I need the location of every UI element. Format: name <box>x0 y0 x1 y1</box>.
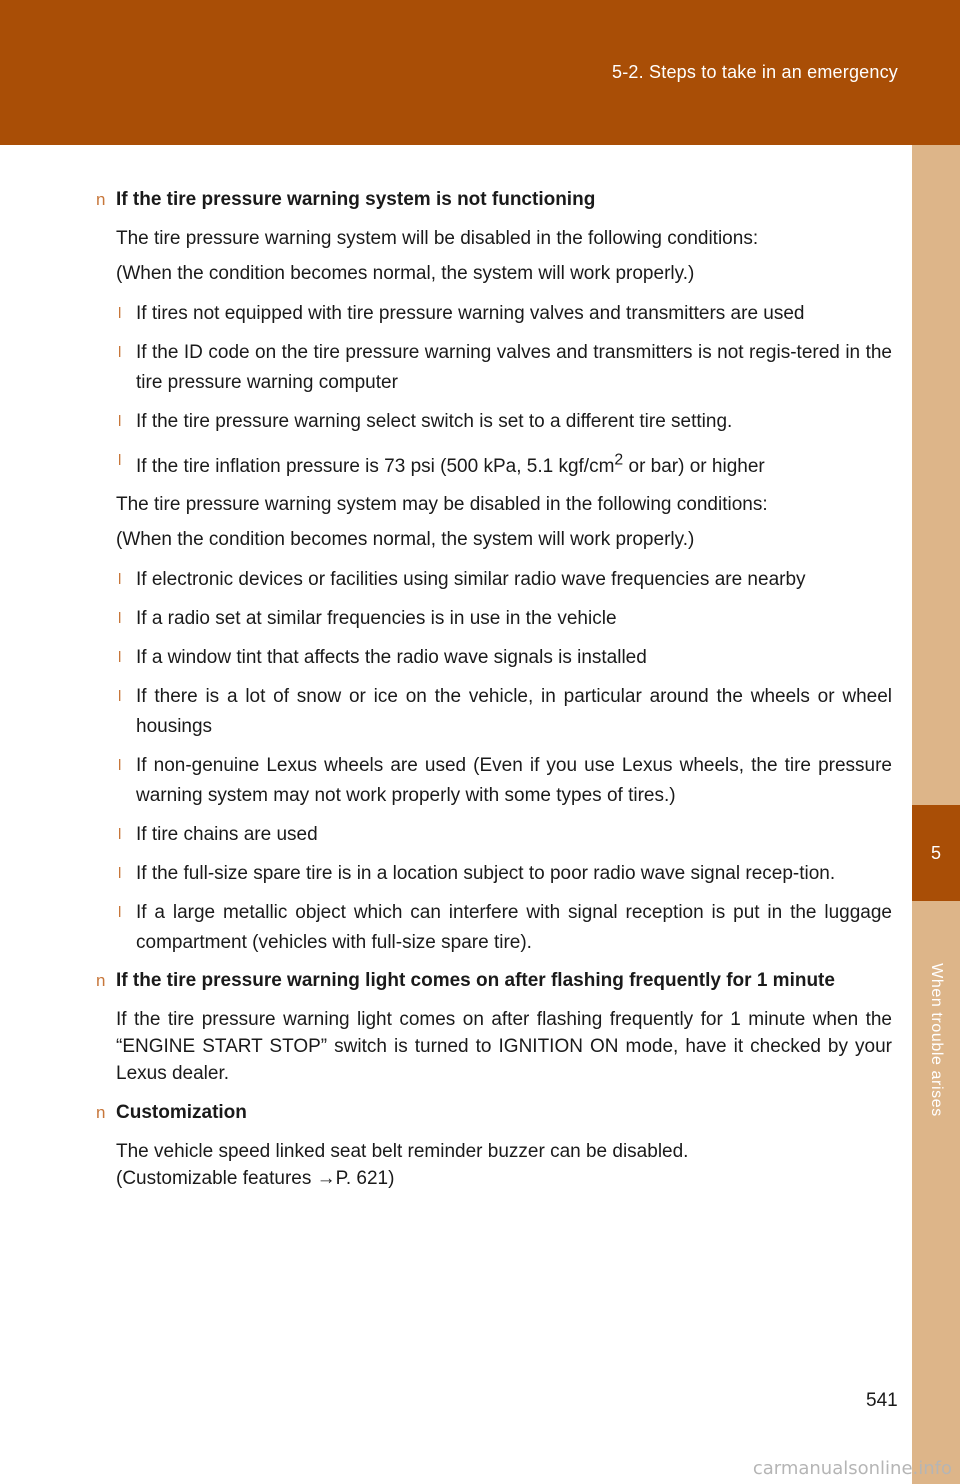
cross-reference: (Customizable features →P. 621) <box>116 1168 395 1190</box>
list-item-text: If electronic devices or facilities using similar radio wave frequencies are nearby <box>136 569 806 591</box>
list-item <box>96 682 892 742</box>
bullet-marker-icon: l <box>118 865 122 883</box>
list-item <box>96 604 892 634</box>
bullet-marker-icon: l <box>118 649 122 667</box>
list-item <box>96 859 892 889</box>
chapter-number: 5 <box>930 842 941 863</box>
list-item-text-part: or bar) or higher <box>623 456 765 478</box>
bullet-marker-icon: l <box>118 688 122 706</box>
watermark: carmanualsonline.info <box>752 1458 952 1479</box>
list-item-text <box>136 452 765 478</box>
list-item-text: If the ID code on the tire pressure warning valves and transmitters is not regis-tered in the tire pressure warning computer <box>136 342 892 393</box>
chapter-tab <box>912 805 960 901</box>
superscript: 2 <box>614 452 624 469</box>
section-heading-customization <box>96 1099 892 1126</box>
heading-marker-icon: n <box>96 190 106 209</box>
heading-marker-icon: n <box>96 1103 106 1123</box>
list-item <box>96 643 892 673</box>
bullet-marker-icon: l <box>118 452 122 469</box>
heading-marker-icon: n <box>96 971 106 991</box>
list-item-text: If a window tint that affects the radio wave signals is installed <box>136 647 647 669</box>
list-item <box>96 565 892 595</box>
list-item-text: If tires not equipped with tire pressure warning valves and transmitters are used <box>136 303 805 324</box>
heading-text: If the tire pressure warning light comes on after flashing frequently for 1 minute <box>116 970 835 992</box>
list-item-text: If a radio set at similar frequencies is in use in the vehicle <box>136 608 617 630</box>
paragraph: The tire pressure warning system will be disabled in the following conditions: <box>116 228 759 249</box>
list-item <box>96 898 892 958</box>
paragraph: If the tire pressure warning light comes on after flashing frequently for 1 minute when the “ENGINE START STOP” switch is turned to IGNITION ON mode, have it checked by your Lexus dealer. <box>116 1009 892 1085</box>
bullet-marker-icon: l <box>118 610 122 628</box>
paragraph: (When the condition becomes normal, the system will work properly.) <box>116 529 695 551</box>
section-title: 5-2. Steps to take in an emergency <box>612 62 898 82</box>
chapter-label: When trouble arises <box>928 963 945 1117</box>
heading-text: Customization <box>116 1102 247 1124</box>
list-item <box>96 751 892 811</box>
list-item <box>96 446 892 482</box>
page-number: 541 <box>866 1390 898 1411</box>
list-item-text: If the tire pressure warning select switch is set to a different tire setting. <box>136 411 733 432</box>
header-band <box>0 0 960 145</box>
bullet-marker-icon: l <box>118 571 122 589</box>
list-item-text: If there is a lot of snow or ice on the vehicle, in particular around the wheels or wheel housings <box>136 686 892 738</box>
bullet-marker-icon: l <box>118 413 122 430</box>
page-content <box>96 186 892 1192</box>
bullet-marker-icon: l <box>118 305 122 322</box>
list-item-text: If tire chains are used <box>136 824 318 846</box>
heading-text: If the tire pressure warning system is not functioning <box>116 189 596 210</box>
section-heading-warning-light <box>96 967 892 994</box>
list-item-text-part: If the tire inflation pressure is 73 psi (500 kPa, 5.1 kgf/cm <box>136 456 615 478</box>
list-item <box>96 299 892 329</box>
bullet-marker-icon: l <box>118 344 122 361</box>
bullet-marker-icon: l <box>118 904 122 922</box>
paragraph: (When the condition becomes normal, the system will work properly.) <box>116 263 695 284</box>
list-item <box>96 338 892 398</box>
bullet-marker-icon: l <box>118 826 122 844</box>
section-heading-not-functioning <box>96 186 892 213</box>
bullet-marker-icon: l <box>118 757 122 775</box>
list-item <box>96 820 892 850</box>
paragraph: The tire pressure warning system may be disabled in the following conditions: <box>116 494 768 516</box>
list-item <box>96 407 892 437</box>
paragraph: The vehicle speed linked seat belt reminder buzzer can be disabled. <box>116 1141 689 1163</box>
list-item-text: If non-genuine Lexus wheels are used (Even if you use Lexus wheels, the tire pressure warning system may not work properly with some types of tires.) <box>136 755 892 807</box>
list-item-text: If a large metallic object which can interfere with signal reception is put in the luggage compartment (vehicles with full-size spare tire). <box>136 902 892 954</box>
list-item-text: If the full-size spare tire is in a location subject to poor radio wave signal recep-tion. <box>136 863 836 885</box>
